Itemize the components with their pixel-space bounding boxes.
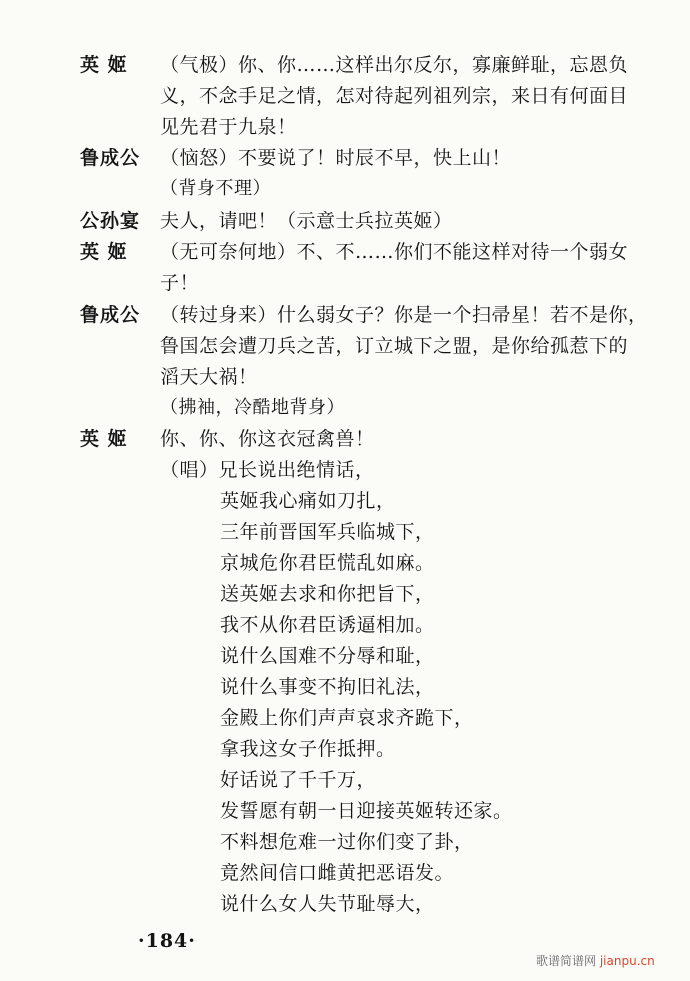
- speech-line: [0, 174, 690, 210]
- watermark-url: jianpu.cn: [599, 954, 655, 968]
- dialogue-text: （恼怒）不要说了！时辰不早，快上山！: [160, 147, 512, 169]
- stage-direction: （背身不理）: [160, 178, 271, 199]
- verse-text: 好话说了千千万，: [220, 769, 377, 791]
- watermark: [536, 952, 655, 969]
- dialogue-text: （转过身来）什么弱女子？你是一个扫帚星！若不是你，: [160, 304, 648, 326]
- watermark-site: 歌谱简谱网: [536, 954, 597, 968]
- dialogue-text: （气极）你、你……这样出尔反尔，寡廉鲜耻，忘恩负: [160, 54, 629, 76]
- dialogue-text: 滔天大祸！: [160, 366, 258, 388]
- verse-text: 竟然间信口雌黄把恶语发。: [220, 862, 455, 884]
- dialogue-text: （无可奈何地）不、不……你们不能这样对待一个弱女: [160, 241, 629, 263]
- dialogue-text: 见先君于九泉！: [160, 116, 297, 138]
- dialogue-text: 你、你、你这衣冠禽兽！: [160, 428, 375, 450]
- dialogue-text: 子！: [160, 272, 200, 294]
- verse-text: 英姬我心痛如刀扎，: [220, 490, 396, 512]
- speaker-name: 鲁成公: [80, 147, 141, 169]
- dialogue-text: 鲁国怎会遭刀兵之苦，订立城下之盟，是你给孤惹下的: [160, 335, 629, 357]
- verse-text: 不料想危难一过你们变了卦，: [220, 831, 474, 853]
- speaker-name: 英 姬: [80, 241, 128, 263]
- dialogue-text: 义，不念手足之情，怎对待起列祖列宗，来日有何面目: [160, 85, 629, 107]
- verse-text: 我不从你君臣诱逼相加。: [220, 614, 435, 636]
- speaker-name: 鲁成公: [80, 304, 141, 326]
- verse-text: 说什么女人失节耻辱大，: [220, 893, 435, 915]
- verse-text: 送英姬去求和你把旨下，: [220, 583, 435, 605]
- verse-text: 金殿上你们声声哀求齐跪下，: [220, 707, 474, 729]
- speaker-name: 公孙宴: [80, 210, 141, 232]
- verse-text: 拿我这女子作抵押。: [220, 738, 396, 760]
- dialogue-text: （唱）兄长说出绝情话，: [160, 459, 375, 481]
- page-number: ·184·: [138, 930, 196, 952]
- speaker-name: 英 姬: [80, 54, 128, 76]
- verse-text: 京城危你君臣慌乱如麻。: [220, 552, 435, 574]
- verse-text: 发誓愿有朝一日迎接英姬转还家。: [220, 800, 513, 822]
- verse-text: 说什么事变不拘旧礼法，: [220, 676, 435, 698]
- verse-text: 三年前晋国军兵临城下，: [220, 521, 435, 543]
- speaker-name: 英 姬: [80, 428, 128, 450]
- speech-line: [0, 268, 690, 304]
- verse-line: [0, 889, 690, 925]
- verse-text: 说什么国难不分辱和耻，: [220, 645, 435, 667]
- stage-direction: （拂袖，冷酷地背身）: [160, 397, 345, 418]
- dialogue-text: 夫人，请吧！（示意士兵拉英姬）: [160, 210, 453, 232]
